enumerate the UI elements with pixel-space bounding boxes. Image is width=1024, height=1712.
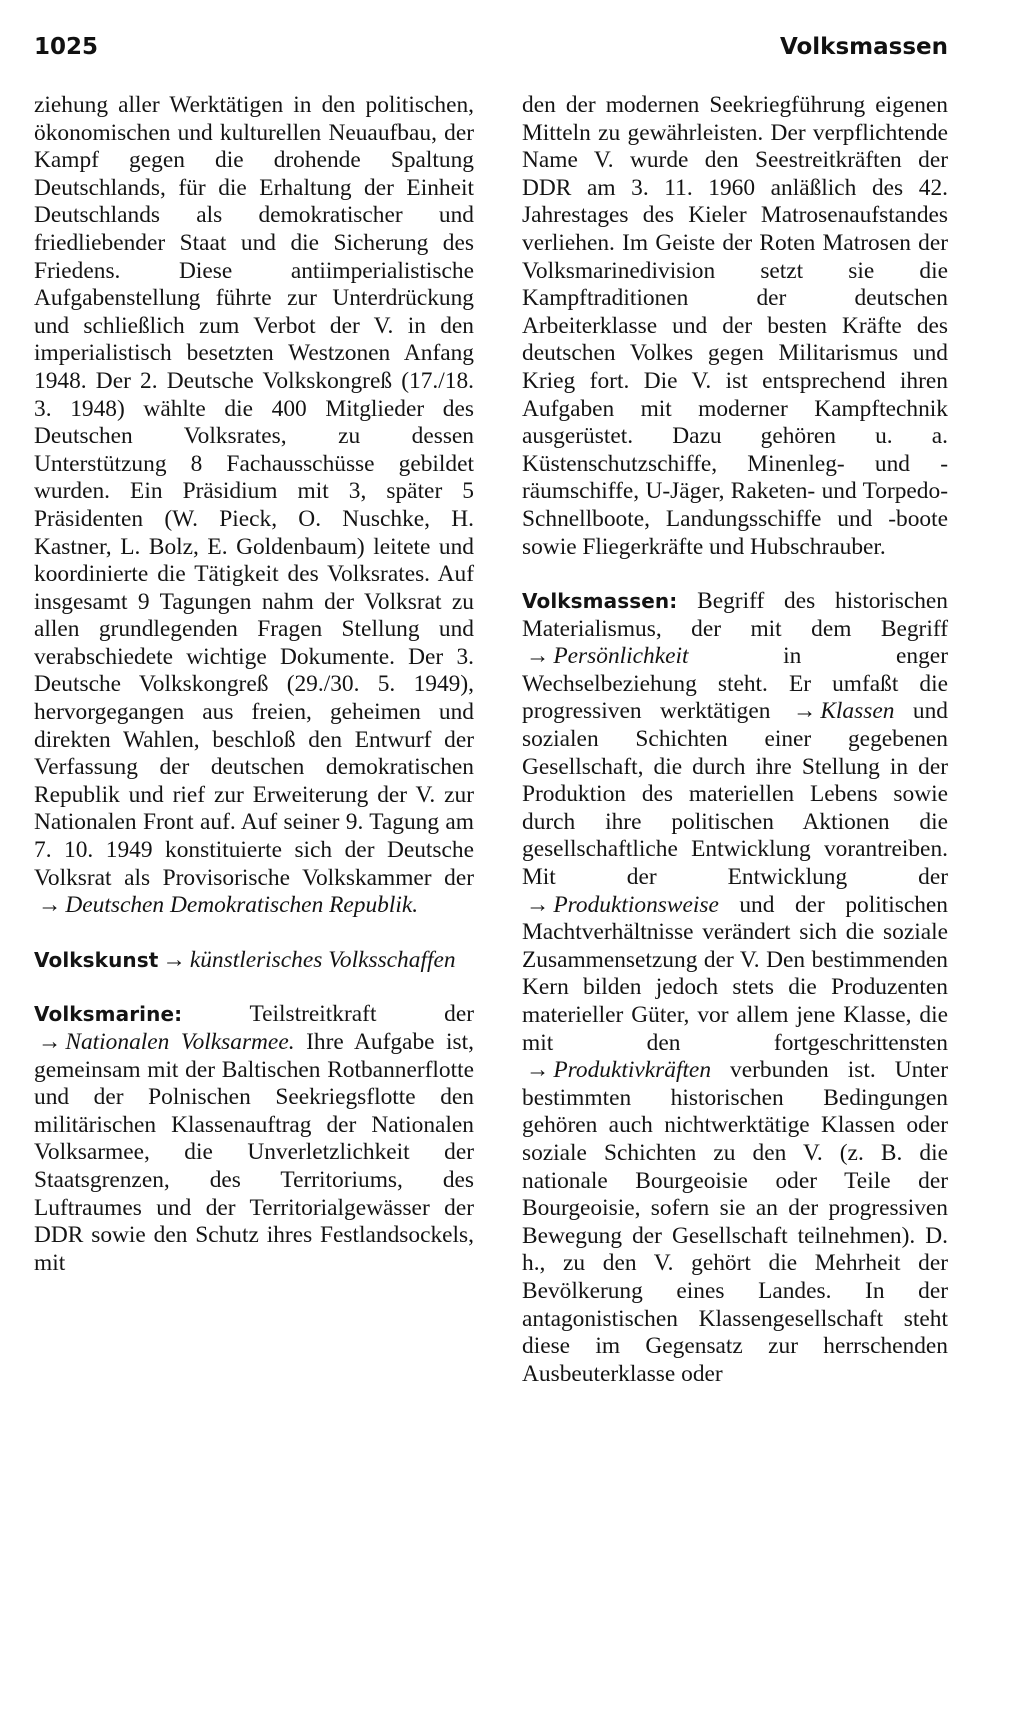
definition-text: Teilstreitkraft der <box>249 1001 474 1028</box>
entry-continuation <box>522 92 948 561</box>
cross-reference-link[interactable]: Produktionsweise <box>553 891 719 918</box>
cross-reference-link[interactable]: künstlerisches Volksschaffen <box>189 946 456 973</box>
right-column <box>522 92 948 1388</box>
page-header <box>34 34 948 70</box>
definition-text: in enger Wechselbeziehung steht. Er umfaßt die progressiven werktätigen <box>522 643 948 725</box>
headword-volksmarine: Volksmarine: <box>34 1002 183 1027</box>
cross-reference-arrow: → <box>526 891 550 918</box>
definition-text: verbunden ist. Unter bestimmten historischen Bedingungen gehören auch nichtwerktätige Klassen oder soziale Schichten zu den V. (z. B. die nationale Bourgeoisie oder Teile der Bourgeoisie, sofern sie an der progressiven Bewegung der Gesellschaft teilnehmen). D. h., zu den V. gehört die Mehrheit der Bevölkerung eines Landes. In der antagonistischen Klassengesellschaft steht diese im Gegensatz zur herrschenden Ausbeuterklasse oder <box>522 1057 948 1387</box>
running-head: Volksmassen <box>779 34 948 60</box>
cross-reference-arrow: → <box>38 892 62 919</box>
cross-reference-link[interactable]: Produktivkräften <box>553 1057 712 1084</box>
cross-reference-arrow: → <box>792 698 817 725</box>
cross-reference-link[interactable]: Deutschen Demokratischen Republik. <box>65 892 419 919</box>
cross-reference-link[interactable]: Nationalen Volksarmee. <box>65 1029 295 1055</box>
cross-reference-arrow: → <box>38 1029 62 1055</box>
headword-volksmassen: Volksmassen: <box>522 589 678 614</box>
continuation-text: ziehung aller Werktätigen in den politischen, ökonomischen und kulturellen Neuaufbau, der Kampf gegen die drohende Spaltung Deutschlands, für die Erhaltung der Einheit Deutschlands als demokratischer und friedliebender Staat und die Sicherung des Friedens. Diese antiimperialistische Aufgabenstellung führte zur Unterdrückung und schließlich zum Verbot der V. in den imperialistisch besetzten Westzonen Anfang 1948. Der 2. Deutsche Volkskongreß (17./18. 3. 1948) wählte die 400 Mitglieder des Deutschen Volksrates, zu dessen Unterstützung 8 Fachausschüsse gebildet wurden. Ein Präsidium mit 3, später 5 Präsidenten (W. Pieck, O. Nuschke, H. Kastner, L. Bolz, E. Goldenbaum) leitete und koordinierte die Tätigkeit des Volksrates. Auf insgesamt 9 Tagungen nahm der Volksrat zu allen grundlegenden Fragen Stellung und verabschiedete wichtige Dokumente. Der 3. Deutsche Volkskongreß (29./30. 5. 1949), hervorgegangen aus freien, geheimen und direkten Wahlen, beschloß den Entwurf der Verfassung der deutschen demokratischen Republik und rief zur Erweiterung der V. zur Nationalen Front auf. Auf seiner 9. Tagung am 7. 10. 1949 konstituierte sich der Deutsche Volksrat als Provisorische Volkskammer der <box>34 92 474 891</box>
entry-volkskunst <box>34 947 474 975</box>
cross-reference-link[interactable]: Klassen <box>820 698 895 725</box>
cross-reference-link[interactable]: Persönlichkeit <box>553 643 689 670</box>
entry-volksmassen <box>522 588 948 1388</box>
entry-continuation <box>34 92 474 920</box>
entry-volksmarine <box>34 1001 474 1277</box>
definition-text: und sozialen Schichten einer gegebenen Gesellschaft, die durch ihre Stellung in der Produktion des materiellen Lebens sowie durch ihre politischen Aktionen die gesellschaftliche Entwicklung vorantreiben. Mit der Entwicklung der <box>522 698 948 891</box>
headword-volkskunst: Volkskunst <box>34 947 159 972</box>
definition-text: Ihre Aufgabe ist, gemeinsam mit der Baltischen Rotbannerflotte und der Polnischen Seekriegsflotte den militärischen Klassenauftrag der Nationalen Volksarmee, die Unverletzlichkeit der Staatsgrenzen, des Territoriums, des Luftraumes und der Territorialgewässer der DDR sowie den Schutz ihres Festlandsockels, mit <box>34 1029 474 1276</box>
definition-text: und der politischen Machtverhältnisse verändert sich die soziale Zusammensetzung der V. Den bestimmenden Kern bilden jedoch stets die Produzenten materieller Güter, vor allem jene Klasse, die mit den fortgeschrittensten <box>522 891 948 1056</box>
cross-reference-arrow: → <box>526 643 550 670</box>
page-number: 1025 <box>34 34 99 60</box>
left-column <box>34 92 474 1277</box>
cross-reference-arrow: → <box>162 946 186 973</box>
cross-reference-arrow: → <box>526 1057 550 1084</box>
continuation-text: den der modernen Seekriegführung eigenen Mitteln zu gewährleisten. Der verpflichtende Name V. wurde den Seestreitkräften der DDR am 3. 11. 1960 anläßlich des 42. Jahrestages des Kieler Matrosenaufstandes verliehen. Im Geiste der Roten Matrosen der Volksmarinedivision setzt sie die Kampftraditionen der deutschen Arbeiterklasse und der besten Kräfte des deutschen Volkes gegen Militarismus und Krieg fort. Die V. ist entsprechend ihren Aufgaben mit moderner Kampftechnik ausgerüstet. Dazu gehören u. a. Küstenschutzschiffe, Minenleg- und -räumschiffe, U-Jäger, Raketen- und Torpedo-Schnellboote, Landungsschiffe und -boote sowie Fliegerkräfte und Hubschrauber. <box>522 92 948 560</box>
definition-text: Begriff des historischen Materialismus, der mit dem Begriff <box>522 588 948 642</box>
